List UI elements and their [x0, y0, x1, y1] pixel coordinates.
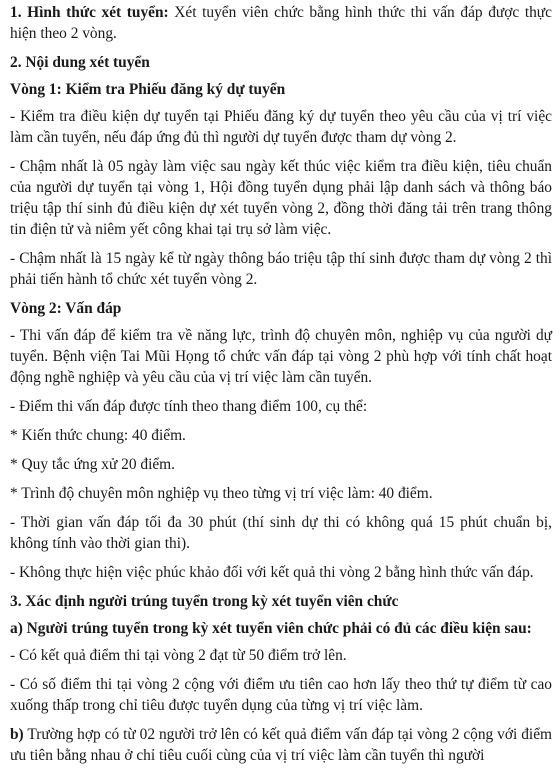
round-2-bullet-3: * Trình độ chuyên môn nghiệp vụ theo từng vị trí việc làm: 40 điểm.: [10, 485, 433, 502]
section-2-heading: 2. Nội dung xét tuyển: [10, 54, 150, 71]
round-1-heading: Vòng 1: Kiểm tra Phiếu đăng ký dự tuyển: [10, 81, 286, 98]
round-2-paragraph-3: - Thời gian vấn đáp tối đa 30 phút (thí sinh dự thi có không quá 15 phút chuẩn bị, không tính vào thời gian thi).: [10, 514, 552, 552]
round-2-paragraph-1: - Thi vấn đáp để kiểm tra về năng lực, trình độ chuyên môn, nghiệp vụ của người dự tuyển. Bệnh viện Tai Mũi Họng tổ chức vấn đáp tại vòng 2 phù hợp với tính chất hoạt động nghề nghiệp và yêu cầu của vị trí việc làm cần tuyển.: [10, 327, 552, 386]
round-1-paragraph-1: - Kiểm tra điều kiện dự tuyển tại Phiếu đăng ký dự tuyển theo yêu cầu của vị trí việc làm cần tuyển, nếu đáp ứng đủ thì người dự tuyển được tham dự vòng 2.: [10, 108, 552, 146]
round-1-paragraph-3: - Chậm nhất là 15 ngày kể từ ngày thông báo triệu tập thí sinh được tham dự vòng 2 thì phải tiến hành tổ chức xét tuyển vòng 2.: [10, 250, 552, 288]
round-2-bullet-2: * Quy tắc ứng xử 20 điểm.: [10, 456, 176, 473]
section-3a-heading: a) Người trúng tuyển trong kỳ xét tuyển viên chức phải có đủ các điều kiện sau:: [10, 620, 532, 637]
round-2-bullet-1: * Kiến thức chung: 40 điểm.: [10, 427, 186, 444]
section-3b-label: b): [10, 726, 24, 743]
round-2-paragraph-4: - Không thực hiện việc phúc khảo đối với kết quả thi vòng 2 bằng hình thức vấn đáp.: [10, 564, 534, 581]
round-2-heading: Vòng 2: Vấn đáp: [10, 300, 122, 317]
section-3-paragraph-2: - Có số điểm thi tại vòng 2 cộng với điểm ưu tiên cao hơn lấy theo thứ tự điểm từ cao xuống thấp trong chỉ tiêu được tuyển dụng của từng vị trí việc làm.: [10, 676, 552, 714]
section-3b-paragraph: [10, 724, 552, 766]
section-1-text: Xét tuyển viên chức bằng hình thức thi vấn đáp được thực hiện theo 2 vòng.: [10, 4, 552, 42]
section-1-paragraph: [10, 2, 552, 44]
section-3-paragraph-1: - Có kết quả điểm thi tại vòng 2 đạt từ 50 điểm trở lên.: [10, 647, 347, 664]
round-2-paragraph-2: - Điểm thi vấn đáp được tính theo thang điểm 100, cụ thể:: [10, 398, 368, 415]
round-1-paragraph-2: - Chậm nhất là 05 ngày làm việc sau ngày kết thúc việc kiểm tra điều kiện, tiêu chuẩn của người dự tuyển tại vòng 1, Hội đồng tuyển dụng phải lập danh sách và thông báo triệu tập thí sinh đủ điều kiện dự xét tuyển vòng 2, đồng thời đăng tải trên trang thông tin điện tử và niêm yết công khai tại trụ sở làm việc.: [10, 158, 552, 238]
section-3-heading: 3. Xác định người trúng tuyển trong kỳ xét tuyển viên chức: [10, 593, 399, 610]
section-1-heading: 1. Hình thức xét tuyển:: [10, 4, 169, 21]
section-3b-text: Trường hợp có từ 02 người trở lên có kết quả điểm vấn đáp tại vòng 2 cộng với điểm ưu tiên bằng nhau ở chỉ tiêu cuối cùng của vị trí việc làm cần tuyển thì người: [10, 726, 552, 764]
